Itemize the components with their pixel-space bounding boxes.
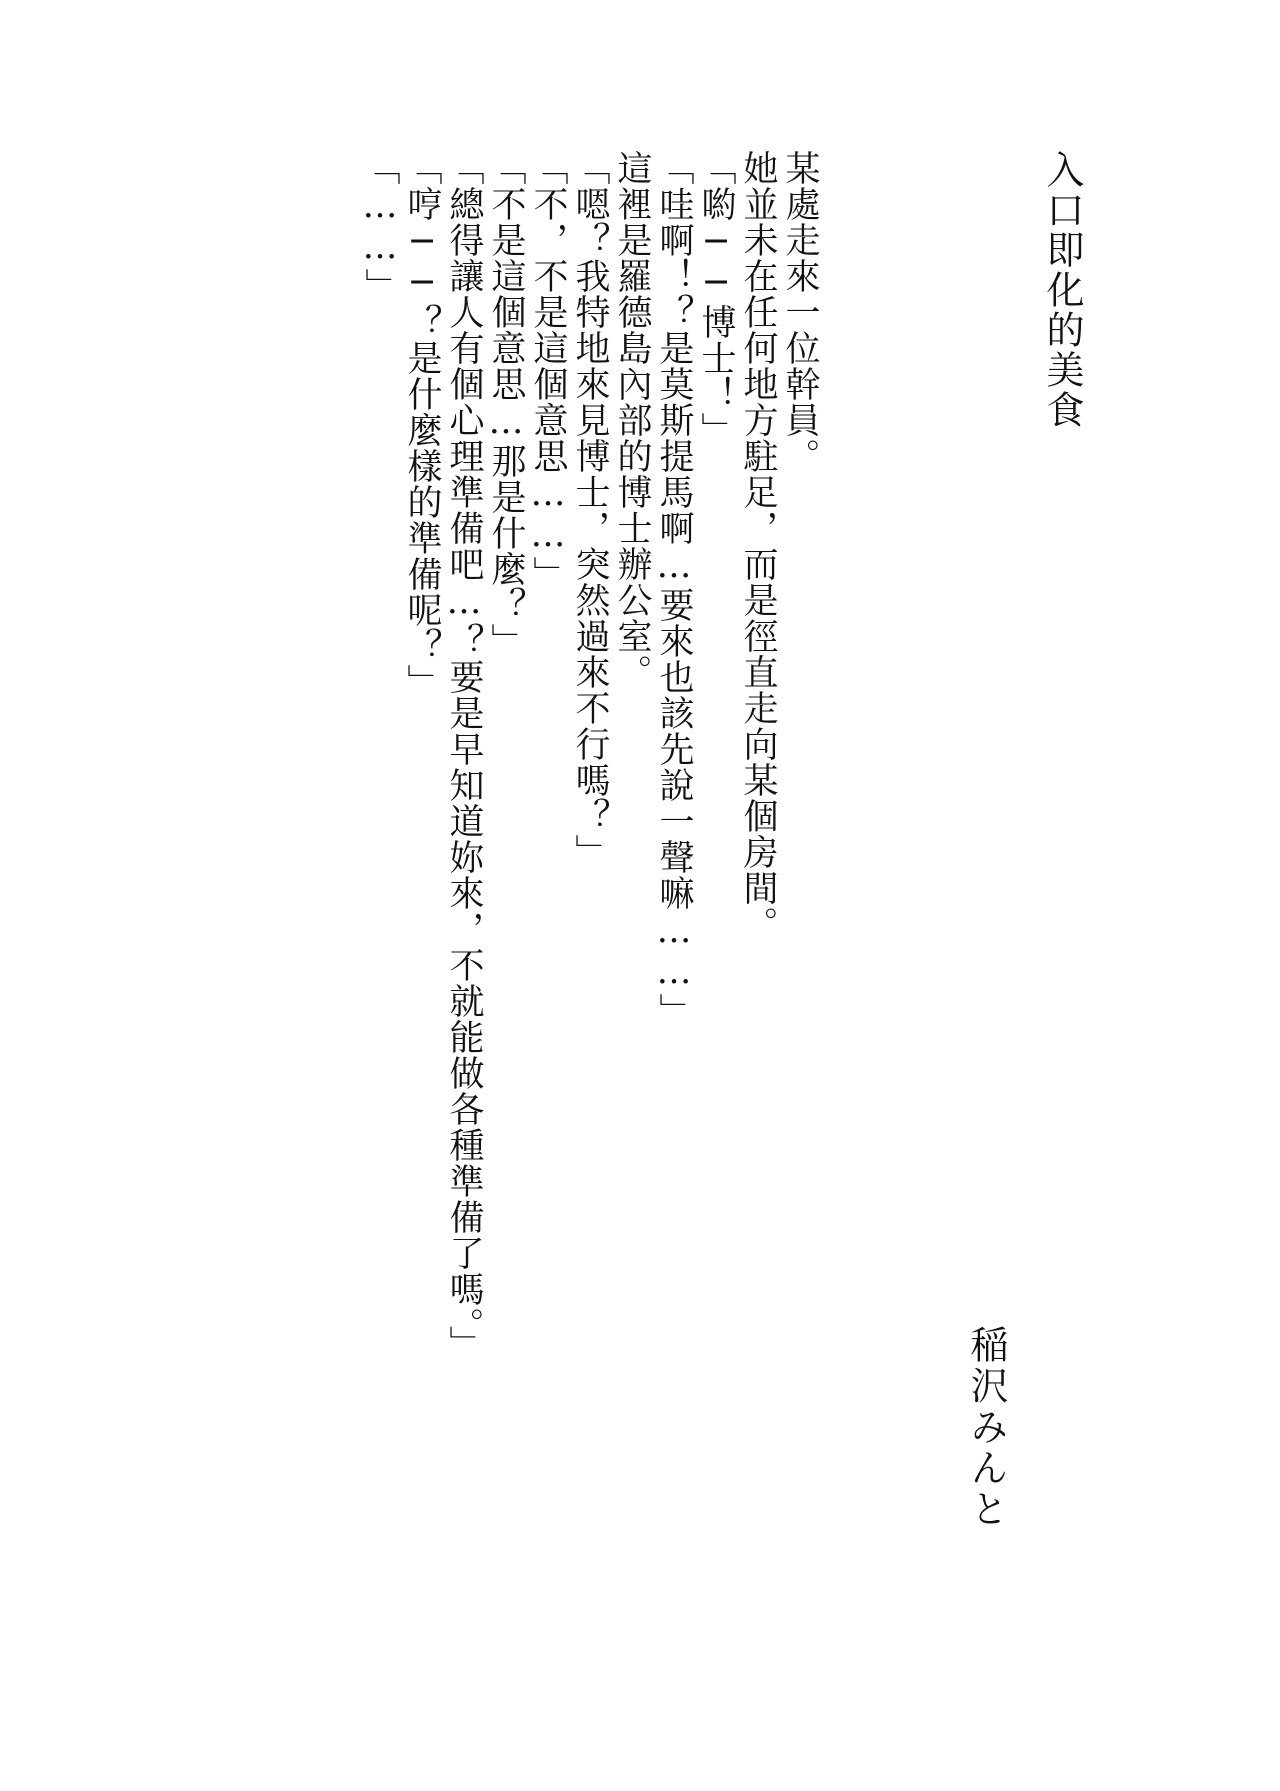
story-line: 「不是這個意思…那是什麼？」 bbox=[486, 150, 526, 659]
story-line: 「……」 bbox=[360, 150, 400, 304]
story-line: 某處走來一位幹員。 bbox=[780, 150, 820, 474]
story-line: 「哇啊！？是莫斯提馬啊…要來也該先說一聲嘛……」 bbox=[654, 150, 694, 1029]
author-name: 稲沢みんと bbox=[964, 1325, 1008, 1530]
story-line: 「總得讓人有個心理準備吧…？要是早知道妳來，不就能做各種準備了嗎。」 bbox=[444, 150, 484, 1362]
story-title: 入口即化的美食 bbox=[1040, 150, 1084, 430]
story-line: 她並未在任何地方駐足，而是徑直走向某個房間。 bbox=[738, 150, 778, 942]
story-line: 「喲──博士！」 bbox=[696, 150, 736, 448]
story-body bbox=[360, 150, 820, 1362]
story-line: 「不，不是這個意思……」 bbox=[528, 150, 568, 592]
story-line: 「哼──？是什麼樣的準備呢？」 bbox=[402, 150, 442, 700]
story-line: 「嗯？我特地來見博士，突然過來不行嗎？」 bbox=[570, 150, 610, 870]
story-line: 這裡是羅德島內部的博士辦公室。 bbox=[612, 150, 652, 690]
